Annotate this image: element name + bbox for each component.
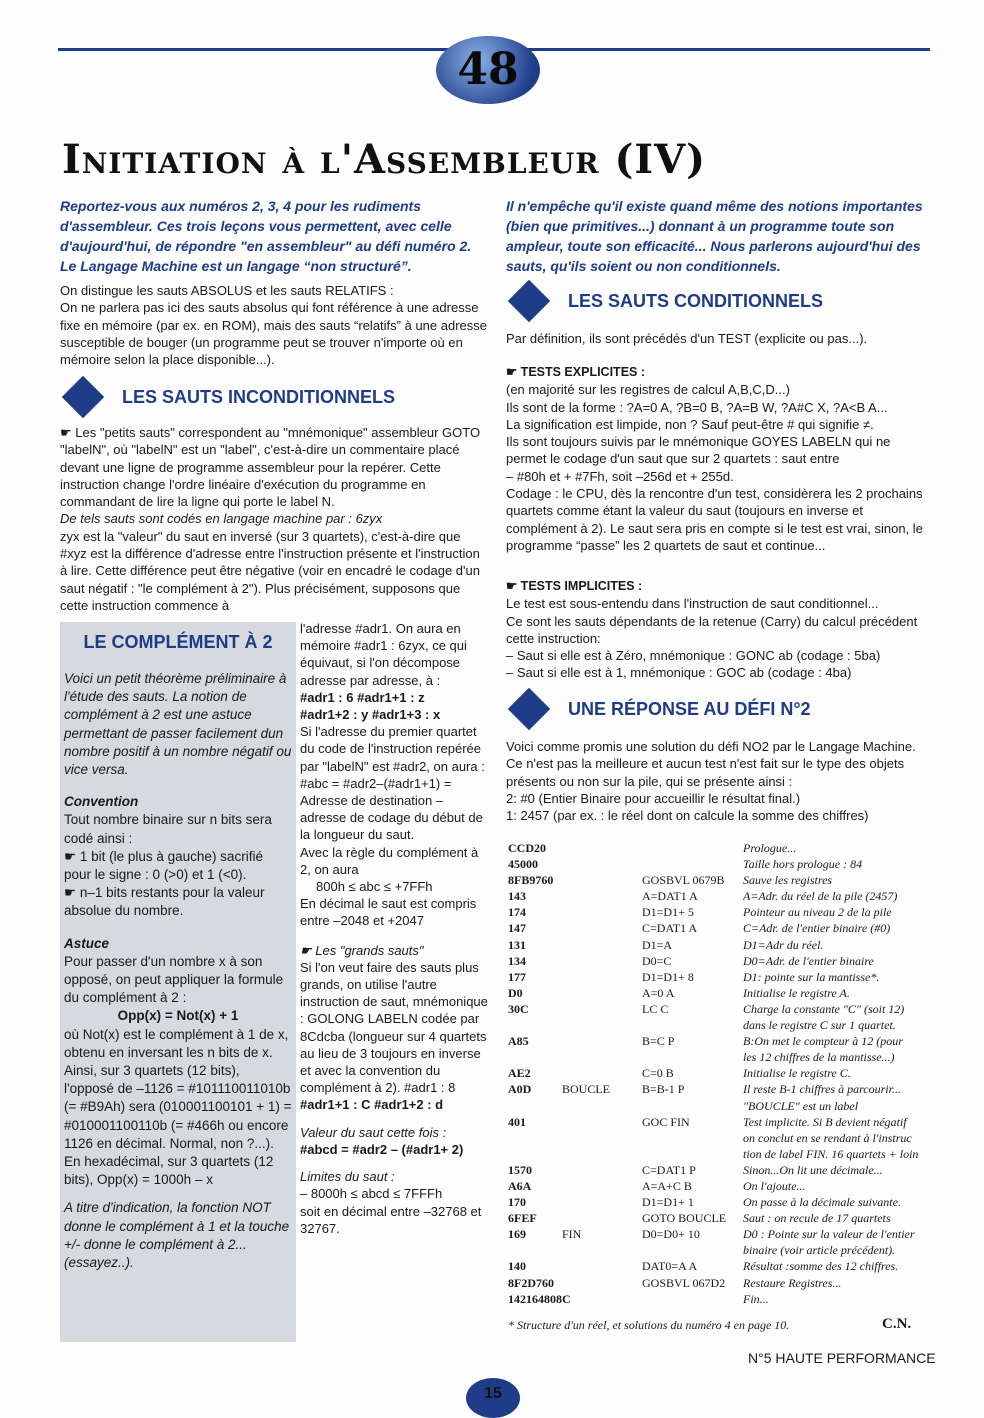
- code-hex: 131: [508, 937, 526, 952]
- code-label: [562, 920, 642, 936]
- left-text-p1: On distingue les sauts ABSOLUS et les sauts RELATIFS :: [60, 283, 394, 298]
- code-row: [508, 1065, 938, 1081]
- code-comment: tion de label FIN. 16 quartets + loin: [743, 1146, 919, 1161]
- code-mnemonic: C=0 B: [642, 1066, 674, 1081]
- code-hex: D0: [508, 985, 523, 1000]
- uncond-text: [60, 424, 488, 614]
- code-label: [562, 953, 642, 969]
- box-bullet1: ☛ 1 bit (le plus à gauche) sacrifié pour le signe : 0 (>0) et 1 (<0).: [64, 848, 263, 883]
- heading-cond: [514, 286, 823, 316]
- middle-column: [300, 620, 488, 1237]
- code-mnemonic: [642, 1017, 743, 1033]
- code-mnemonic: LC C: [642, 1001, 669, 1016]
- code-label: [562, 1017, 642, 1033]
- uncond-p2: De tels sauts sont codés en langage machine par : 6zyx: [60, 511, 383, 527]
- code-row: [508, 1226, 938, 1242]
- code-hex: 6FEF: [508, 1211, 537, 1226]
- code-label: [562, 969, 642, 985]
- code-label: [562, 872, 642, 888]
- mid-p7: En décimal le saut est compris entre –2048 et +2047: [300, 896, 477, 929]
- code-row: [508, 1178, 938, 1194]
- code-label: [562, 840, 642, 856]
- code-label: [562, 937, 642, 953]
- code-label: [562, 1258, 642, 1274]
- code-comment: Résultat :somme des 12 chiffres.: [743, 1259, 899, 1274]
- code-mnemonic: B=C P: [642, 1034, 675, 1049]
- code-mnemonic: [642, 840, 743, 856]
- code-row: [508, 1130, 938, 1146]
- code-label: [562, 1033, 642, 1049]
- code-hex: 1570: [508, 1162, 532, 1177]
- code-label: [562, 985, 642, 1001]
- box-body: [64, 670, 292, 1272]
- code-mnemonic: D1=A: [642, 937, 673, 952]
- code-mnemonic: C=DAT1 A: [642, 921, 698, 936]
- magazine-footer: N°5 HAUTE PERFORMANCE: [748, 1350, 936, 1366]
- code-label: [562, 1242, 642, 1258]
- explicit-p3: Ils sont toujours suivis par le mnémonique GOYES LABELN qui ne permet le codage d'un saut que sur 2 quartets : saut entre: [506, 434, 891, 467]
- mid-p11: Valeur du saut cette fois :: [300, 1124, 447, 1140]
- code-hex: [508, 1242, 562, 1258]
- explicit-p2: La signification est limpide, non ? Sauf peut-être # qui signifie ≠.: [506, 416, 874, 432]
- code-comment: Sinon...On lit une décimale...: [743, 1162, 883, 1177]
- code-row: [508, 985, 938, 1001]
- mid-p14: – 8000h ≤ abcd ≤ 7FFFh: [300, 1186, 443, 1202]
- code-mnemonic: GOSBVL 067D2: [642, 1275, 726, 1290]
- code-comment: Sauve les registres: [743, 873, 833, 888]
- implicit-p2: – Saut si elle est à Zéro, mnémonique : GONC ab (codage : 5ba): [506, 648, 881, 664]
- code-row: [508, 1162, 938, 1178]
- cond-lead: Par définition, ils sont précédés d'un TEST (explicite ou pas...).: [506, 331, 868, 346]
- mid-p8: ☛ Les "grands sauts": [300, 942, 424, 958]
- code-comment: Charge la constante "C" (soit 12): [743, 1001, 905, 1016]
- box-formula: Opp(x) = Not(x) + 1: [117, 1008, 239, 1024]
- code-label: [562, 888, 642, 904]
- left-text-p2: On ne parlera pas ici des sauts absolus qui font référence à une adresse fixe en mémoire (par ex. en ROM), mais des sauts “relatifs” à une adresse susceptible de bouger (un programme peut se trouver n'importe où en mémoire selon la place disponible...).: [60, 300, 487, 368]
- code-row: [508, 1017, 938, 1033]
- code-mnemonic: A=DAT1 A: [642, 889, 698, 904]
- code-hex: [508, 1130, 562, 1146]
- mid-p10: #adr1+1 : C #adr1+2 : d: [300, 1097, 444, 1113]
- code-mnemonic: A=0 A: [642, 985, 675, 1000]
- code-hex: 169: [508, 1227, 526, 1242]
- code-hex: 170: [508, 1195, 526, 1210]
- mid-p2: #adr1+2 : y #adr1+3 : x: [300, 707, 441, 723]
- code-label: BOUCLE: [562, 1082, 610, 1097]
- code-label: [562, 1146, 642, 1162]
- code-label: [562, 856, 642, 872]
- heading-uncond-label: LES SAUTS INCONDITIONNELS: [122, 386, 396, 407]
- code-hex: A6A: [508, 1178, 532, 1193]
- box-after-formula: où Not(x) est le complément à 1 de x, obtenu en inversant les n bits de x. Ainsi, sur 3 quartets (12 bits), l'opposé de –1126 = #101110011010b (= #B9Ah) sera (010001100101 + 1) = #010001100110b (= #466h ou encore 1126 en décimal. Normal, non ?...).: [64, 1026, 292, 1151]
- code-label: [562, 1114, 642, 1130]
- code-hex: 177: [508, 969, 526, 984]
- diamond-icon: [508, 688, 550, 730]
- code-comment: Restaure Registres...: [743, 1275, 842, 1290]
- code-comment: Fin...: [743, 1291, 769, 1306]
- box-astuce: Pour passer d'un nombre x à son opposé, on peut appliquer la formule du complément à 2 :: [64, 953, 284, 1006]
- mid-p1: #adr1 : 6 #adr1+1 : z: [300, 689, 425, 705]
- article-title: Initiation à l'Assembleur (IV): [62, 136, 707, 183]
- box-intro: Voici un petit théorème préliminaire à l'étude des sauts. La notion de complément à 2 est une astuce permettant de passer facilement dun nombre positif à un nombre négatif ou vice versa.: [64, 671, 292, 778]
- mid-p5: Avec la règle du complément à 2, on aura: [300, 844, 479, 877]
- code-row: [508, 953, 938, 969]
- code-comment: Prologue...: [743, 841, 797, 855]
- code-mnemonic: [642, 1098, 743, 1114]
- code-mnemonic: D1=D1+ 1: [642, 1195, 694, 1210]
- intro-left: [60, 196, 488, 276]
- code-comment: Initialise le registre C.: [743, 1066, 851, 1081]
- code-mnemonic: B=B-1 P: [642, 1082, 685, 1097]
- mid-p9: Si l'on veut faire des sauts plus grands, on utilise l'autre instruction de saut, mnémonique : GOLONG LABELN codée par 8Cdcba (longueur sur 4 quartets au lieu de 3 toujours en inverse et avec la convention du complément à 2). #adr1 : 8: [300, 959, 488, 1096]
- intro-left-p1: Reportez-vous aux numéros 2, 3, 4 pour les rudiments d'assembleur. Ces trois leçons vous permettent, avec celle d'aujourd'hui, de répondre "en assembleur" au défi numéro 2.: [60, 198, 472, 254]
- heading-uncond: [68, 382, 395, 412]
- mid-p12: #abcd = #adr2 – (#adr1+ 2): [300, 1141, 464, 1157]
- implicit-p0: Le test est sous-entendu dans l'instruction de saut conditionnel...: [506, 596, 879, 612]
- heading-defi-label: UNE RÉPONSE AU DÉFI N°2: [568, 698, 811, 719]
- code-hex: CCD20: [508, 841, 546, 855]
- code-row: [508, 1210, 938, 1226]
- code-row: [508, 1049, 938, 1065]
- code-comment: A=Adr. du réel de la pile (2457): [743, 889, 898, 904]
- code-label: [562, 1275, 642, 1291]
- code-comment: les 12 chiffres de la mantisse...): [743, 1050, 895, 1065]
- code-row: [508, 904, 938, 920]
- diamond-icon: [508, 280, 550, 322]
- code-hex: [508, 1146, 562, 1162]
- code-mnemonic: [642, 1291, 743, 1307]
- code-comment: on conclut en se rendant à l'instruc: [743, 1130, 912, 1145]
- code-comment: "BOUCLE" est un label: [743, 1098, 859, 1113]
- cond-explicit: [506, 364, 934, 554]
- code-mnemonic: GOTO BOUCLE: [642, 1211, 727, 1226]
- code-label: [562, 1049, 642, 1065]
- code-hex: A0D: [508, 1082, 532, 1097]
- mid-p0: l'adresse #adr1. On aura en mémoire #adr1 : 6zyx, ce qui équivaut, si l'on décompose adresse par adresse, à :: [300, 621, 467, 688]
- box-title: LE COMPLÉMENT À 2: [83, 632, 273, 652]
- code-hex: 30C: [508, 1001, 529, 1016]
- code-comment: D0=Adr. de l'entier binaire: [743, 953, 874, 968]
- code-mnemonic: D1=D1+ 5: [642, 905, 694, 920]
- defi-stack1: 2: #0 (Entier Binaire pour accueillir le résultat final.): [506, 790, 801, 806]
- code-comment: Pointeur au niveau 2 de la pile: [743, 905, 892, 920]
- code-row: [508, 1291, 938, 1307]
- code-comment: Test implicite. Si B devient négatif: [743, 1114, 907, 1129]
- code-hex: 140: [508, 1259, 526, 1274]
- intro-right: Il n'empêche qu'il existe quand même des notions importantes (bien que primitives...) donnant à un programme toute son ampleur, toute son efficacité... Nous parlerons aujourd'hui des sauts, qu'ils soient ou non conditionnels.: [506, 198, 923, 274]
- diamond-icon: [62, 376, 104, 418]
- code-hex: 174: [508, 905, 526, 920]
- code-row: [508, 1098, 938, 1114]
- code-label: FIN: [562, 1227, 582, 1242]
- code-hex: 147: [508, 921, 526, 936]
- code-mnemonic: [642, 1130, 743, 1146]
- code-listing: [508, 840, 938, 1307]
- code-hex: 45000: [508, 857, 538, 872]
- defi-lead: Voici comme promis une solution du défi NO2 par le Langage Machine. Ce n'est pas la meilleure et aucun test n'est fait sur le type des objets présents ou non sur la pile, qui se présente ainsi :: [506, 739, 916, 789]
- implicit-title: ☛ TESTS IMPLICITES :: [506, 579, 643, 593]
- code-row: [508, 1146, 938, 1162]
- code-hex: [508, 1098, 562, 1114]
- heading-defi: [514, 694, 811, 724]
- box-astuce-title: Astuce: [64, 935, 110, 951]
- uncond-p1: ☛ Les "petits sauts" correspondent au "mnémonique" assembleur GOTO "labelN", où "labelN" est un "label", c'est-à-dire un commentaire placé devant une ligne de programme assembleur pour la repérer. Cette instruction change l'ordre linéaire d'exécution du programme en commandant de lire la ligne qui porte le label N.: [60, 425, 481, 510]
- defi-stack2: 1: 2457 (par ex. : le réel dont on calcule la somme des chiffres): [506, 808, 869, 824]
- code-hex: 134: [508, 953, 526, 968]
- box-convention-title: Convention: [64, 794, 139, 810]
- code-comment: D1: pointe sur la mantisse*.: [743, 969, 880, 984]
- code-comment: Taille hors prologue : 84: [743, 857, 863, 872]
- intro-left-p2: Le Langage Machine est un langage “non structuré”.: [60, 258, 412, 274]
- code-hex: 142164808C: [508, 1291, 571, 1306]
- code-comment: On l'ajoute...: [743, 1178, 806, 1193]
- code-label: [562, 904, 642, 920]
- signature: C.N.: [882, 1316, 912, 1332]
- code-label: [562, 1162, 642, 1178]
- code-hex: AE2: [508, 1066, 531, 1081]
- issue-badge: 48: [436, 36, 540, 104]
- code-comment: D0 : Pointe sur la valeur de l'entier: [743, 1227, 915, 1242]
- code-mnemonic: [642, 1049, 743, 1065]
- explicit-p5: Codage : le CPU, dès la rencontre d'un test, considèrera les 2 prochains quartets comme étant la valeur du saut (toujours en inverse et complément à 2). Le saut sera pris en compte si le test est vrai, sinon, le programme “passe” les 2 quartets de saut et continue...: [506, 486, 923, 553]
- explicit-p4: – #80h et + #7Fh, soit –256d et + 255d.: [506, 468, 734, 484]
- code-comment: Il reste B-1 chiffres à parcourir...: [743, 1082, 901, 1097]
- code-row: [508, 1275, 938, 1291]
- implicit-p1: Ce sont les sauts dépendants de la retenue (Carry) du calcul précédent cette instruction:: [506, 613, 918, 646]
- footnote: * Structure d'un réel, et solutions du numéro 4 en page 10.: [508, 1318, 790, 1332]
- code-hex: 401: [508, 1114, 526, 1129]
- code-row: [508, 937, 938, 953]
- box-bullet2: ☛ n–1 bits restants pour la valeur absolue du nombre.: [64, 885, 265, 919]
- code-label: [562, 1194, 642, 1210]
- code-row: [508, 1114, 938, 1130]
- explicit-title: ☛ TESTS EXPLICITES :: [506, 365, 646, 379]
- code-row: [508, 1242, 938, 1258]
- uncond-p3: zyx est la "valeur" du saut en inversé (sur 3 quartets), c'est-à-dire que #xyz est la différence d'adresse entre l'instruction présente et l'instruction à lire. Cette différence peut être négative (voir en encadré le codage d'un saut négatif : "le complément à 2"). Plus précisément, supposons que cette instruction commence à: [60, 528, 480, 613]
- code-hex: 8F2D760: [508, 1275, 554, 1290]
- left-text: [60, 282, 488, 368]
- code-label: [562, 1001, 642, 1017]
- code-label: [562, 1291, 642, 1307]
- code-comment: Initialise le registre A.: [743, 985, 850, 1000]
- box-outro: A titre d'indication, la fonction NOT donne le complément à 1 et la touche +/- donne le complément à 2...(essayez..).: [64, 1200, 290, 1271]
- explicit-p1: Ils sont de la forme : ?A=0 A, ?B=0 B, ?A=B W, ?A#C X, ?A<B A...: [506, 399, 888, 415]
- page-number: 15: [466, 1378, 520, 1418]
- code-row: [508, 1194, 938, 1210]
- code-row: [508, 840, 938, 856]
- code-comment: On passe à la décimale suivante.: [743, 1195, 901, 1210]
- code-hex: 8FB9760: [508, 873, 554, 888]
- code-label: [562, 1130, 642, 1146]
- code-row: [508, 888, 938, 904]
- code-comment: binaire (voir article précédent).: [743, 1243, 896, 1258]
- code-label: [562, 1210, 642, 1226]
- heading-cond-label: LES SAUTS CONDITIONNELS: [568, 290, 824, 311]
- mid-p15: soit en décimal entre –32768 et 32767.: [300, 1203, 482, 1236]
- code-comment: C=Adr. de l'entier binaire (#0): [743, 921, 891, 936]
- code-mnemonic: D0=D0+ 10: [642, 1227, 700, 1242]
- code-row: [508, 920, 938, 936]
- code-hex: 143: [508, 889, 526, 904]
- code-row: [508, 1081, 938, 1097]
- code-hex: A85: [508, 1034, 529, 1049]
- code-mnemonic: D0=C: [642, 953, 672, 968]
- code-row: [508, 856, 938, 872]
- code-comment: B:On met le compteur à 12 (pour: [743, 1034, 903, 1049]
- mid-p3: Si l'adresse du premier quartet du code de l'instruction repérée par "labelN" est #adr2, on aura :: [300, 724, 485, 774]
- code-label: [562, 1098, 642, 1114]
- box-convention: Tout nombre binaire sur n bits sera codé ainsi :: [64, 812, 272, 846]
- code-mnemonic: A=A+C B: [642, 1178, 692, 1193]
- code-comment: Saut : on recule de 17 quartets: [743, 1211, 891, 1226]
- code-row: [508, 1001, 938, 1017]
- mid-p6: 800h ≤ abc ≤ +7FFh: [316, 879, 433, 895]
- code-row: [508, 872, 938, 888]
- code-mnemonic: [642, 1146, 743, 1162]
- explicit-p0: (en majorité sur les registres de calcul A,B,C,D...): [506, 382, 790, 398]
- defi-text: [506, 738, 934, 824]
- code-hex: [508, 1017, 562, 1033]
- code-mnemonic: C=DAT1 P: [642, 1162, 696, 1177]
- code-mnemonic: GOC FIN: [642, 1114, 690, 1129]
- complement-box: [60, 622, 296, 1342]
- code-row: [508, 1033, 938, 1049]
- cond-implicit: [506, 578, 934, 682]
- code-mnemonic: [642, 856, 743, 872]
- code-comment: D1=Adr du réel.: [743, 937, 824, 952]
- code-comment: dans le registre C sur 1 quartet.: [743, 1018, 896, 1033]
- code-label: [562, 1178, 642, 1194]
- code-label: [562, 1065, 642, 1081]
- code-mnemonic: GOSBVL 0679B: [642, 873, 725, 888]
- mid-p4: #abc = #adr2–(#adr1+1) = Adresse de destination – adresse de codage du début de la longueur du saut.: [300, 775, 483, 843]
- code-mnemonic: DAT0=A A: [642, 1259, 698, 1274]
- code-row: [508, 1258, 938, 1274]
- code-row: [508, 969, 938, 985]
- code-mnemonic: D1=D1+ 8: [642, 969, 694, 984]
- code-mnemonic: [642, 1242, 743, 1258]
- implicit-p3: – Saut si elle est à 1, mnémonique : GOC ab (codage : 4ba): [506, 665, 852, 681]
- mid-p13: Limites du saut :: [300, 1169, 395, 1185]
- box-hex: En hexadécimal, sur 3 quartets (12 bits), Opp(x) = 1000h – x: [64, 1154, 274, 1188]
- code-hex: [508, 1049, 562, 1065]
